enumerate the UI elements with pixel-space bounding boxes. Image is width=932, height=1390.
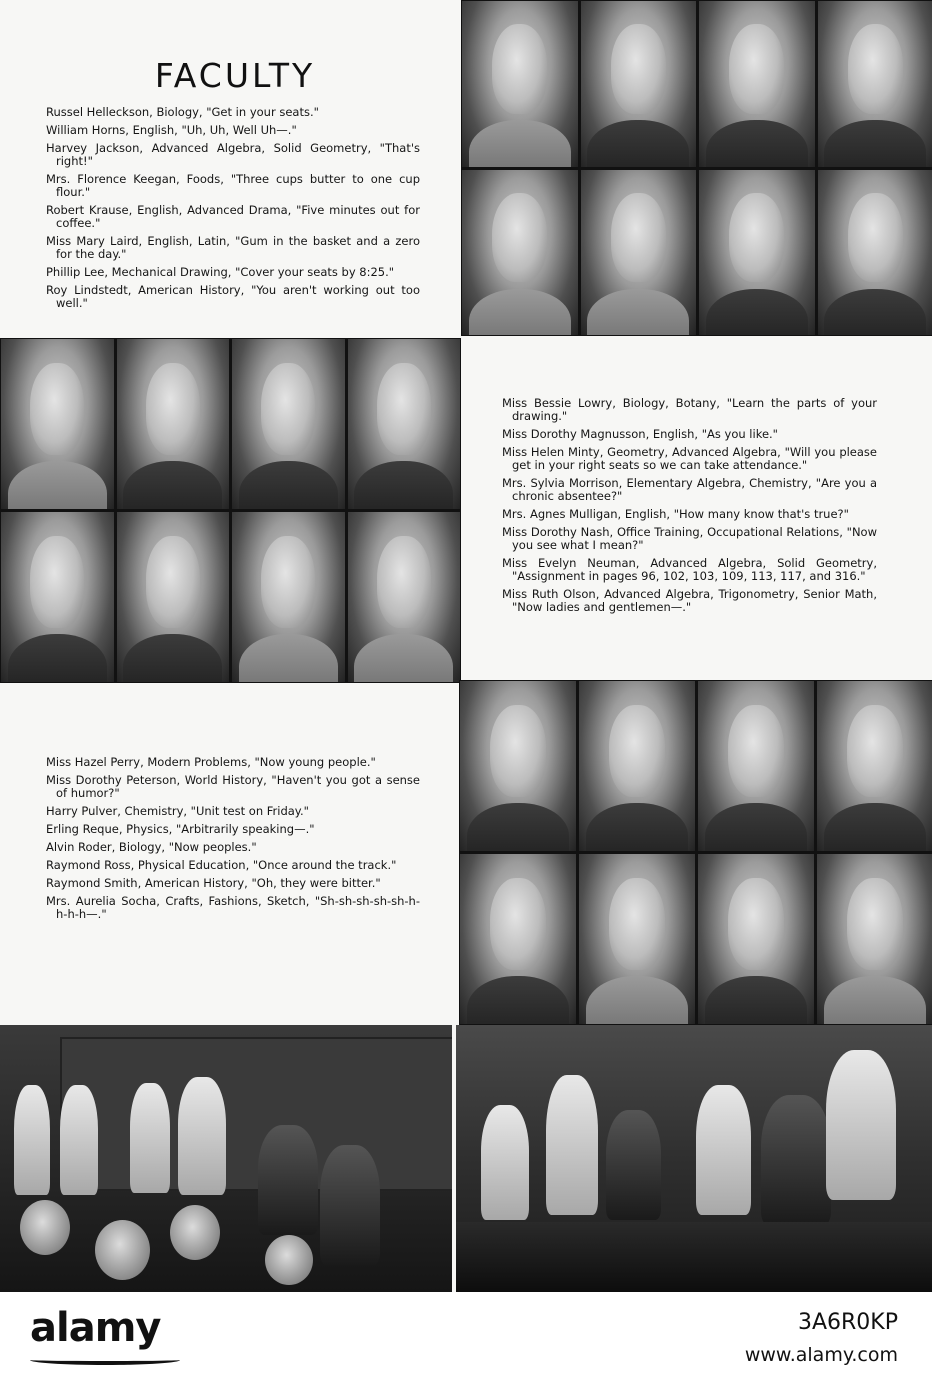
faculty-entry: Miss Bessie Lowry, Biology, Botany, "Learn the parts of your drawing." [502, 396, 877, 423]
faculty-list-2 [502, 397, 877, 619]
faculty-portrait [818, 170, 932, 336]
faculty-entry: Mrs. Sylvia Morrison, Elementary Algebra, Chemistry, "Are you a chronic absentee?" [502, 476, 877, 503]
faculty-portrait [818, 1, 932, 167]
student-figure [130, 1083, 170, 1193]
faculty-entry: Alvin Roder, Biology, "Now peoples." [46, 840, 257, 854]
faculty-portrait [1, 339, 114, 509]
faculty-list-1 [46, 106, 420, 315]
student-figure [60, 1085, 98, 1195]
student-figure [258, 1125, 318, 1235]
faculty-portrait [232, 512, 345, 682]
student-head [170, 1205, 220, 1260]
faculty-portrait [581, 170, 697, 336]
faculty-portrait [117, 512, 230, 682]
faculty-entry: Raymond Ross, Physical Education, "Once around the track." [46, 858, 397, 872]
faculty-portrait [698, 681, 814, 851]
faculty-portrait [698, 854, 814, 1024]
faculty-portrait [817, 854, 932, 1024]
faculty-entry: Raymond Smith, American History, "Oh, they were bitter." [46, 876, 381, 890]
lab-bench [456, 1222, 932, 1292]
blackboard [60, 1037, 452, 1191]
faculty-entry: Roy Lindstedt, American History, "You aren't working out too well." [46, 283, 420, 310]
faculty-entry: Harry Pulver, Chemistry, "Unit test on Friday." [46, 804, 309, 818]
faculty-portrait [817, 681, 932, 851]
faculty-portrait [579, 854, 695, 1024]
faculty-entry: Mrs. Aurelia Socha, Crafts, Fashions, Sketch, "Sh-sh-sh-sh-sh-h-h-h-h—." [46, 894, 420, 921]
faculty-entry: Mrs. Agnes Mulligan, English, "How many know that's true?" [502, 507, 849, 521]
faculty-portrait [699, 170, 815, 336]
faculty-portrait [232, 339, 345, 509]
faculty-entry: Miss Dorothy Peterson, World History, "Haven't you got a sense of humor?" [46, 773, 420, 800]
faculty-entry: Miss Dorothy Magnusson, English, "As you like." [502, 427, 778, 441]
watermark-swoosh [30, 1355, 180, 1365]
faculty-portrait [460, 854, 576, 1024]
student-head [95, 1220, 150, 1280]
faculty-entry: Robert Krause, English, Advanced Drama, "Five minutes out for coffee." [46, 203, 420, 230]
faculty-entry: Miss Evelyn Neuman, Advanced Algebra, Solid Geometry, "Assignment in pages 96, 102, 103, 109, 113, 117, and 316." [502, 556, 877, 583]
student-figure [178, 1077, 226, 1195]
faculty-entry: Miss Ruth Olson, Advanced Algebra, Trigonometry, Senior Math, "Now ladies and gentlemen—." [502, 587, 877, 614]
faculty-portrait [348, 512, 461, 682]
faculty-entry: Miss Helen Minty, Geometry, Advanced Algebra, "Will you please get in your right seats so we can take attendance." [502, 445, 877, 472]
faculty-portrait [348, 339, 461, 509]
faculty-portrait [699, 1, 815, 167]
student-figure [826, 1050, 896, 1200]
faculty-portrait [462, 1, 578, 167]
faculty-entry: Russel Helleckson, Biology, "Get in your seats." [46, 105, 319, 119]
classroom-photo [0, 1025, 452, 1292]
faculty-portrait [1, 512, 114, 682]
portrait-grid-lower-right [459, 680, 932, 1025]
watermark-logo: alamy [30, 1305, 161, 1351]
portrait-grid-top-right [461, 0, 932, 336]
faculty-entry: Phillip Lee, Mechanical Drawing, "Cover your seats by 8:25." [46, 265, 395, 279]
student-figure [14, 1085, 50, 1195]
faculty-portrait [460, 681, 576, 851]
student-head [265, 1235, 313, 1285]
faculty-entry: Mrs. Florence Keegan, Foods, "Three cups butter to one cup flour." [46, 172, 420, 199]
student-head [20, 1200, 70, 1255]
faculty-list-3 [46, 756, 420, 926]
image-id: 3A6R0KP [797, 1310, 898, 1335]
student-figure [606, 1110, 661, 1220]
student-figure [761, 1095, 831, 1225]
faculty-portrait [117, 339, 230, 509]
faculty-entry: Harvey Jackson, Advanced Algebra, Solid Geometry, "That's right!" [46, 141, 420, 168]
student-figure [696, 1085, 751, 1215]
student-figure [481, 1105, 529, 1220]
faculty-entry: Erling Reque, Physics, "Arbitrarily speaking—." [46, 822, 315, 836]
faculty-portrait [462, 170, 578, 336]
student-figure [546, 1075, 598, 1215]
faculty-entry: Miss Mary Laird, English, Latin, "Gum in the basket and a zero for the day." [46, 234, 420, 261]
page-title: FACULTY [154, 56, 316, 95]
portrait-grid-middle-left [0, 338, 461, 683]
faculty-entry: William Horns, English, "Uh, Uh, Well Uh—." [46, 123, 297, 137]
faculty-entry: Miss Dorothy Nash, Office Training, Occupational Relations, "Now you see what I mean?" [502, 525, 877, 552]
chemistry-lab-photo [456, 1025, 932, 1292]
site-url: www.alamy.com [744, 1344, 898, 1366]
faculty-portrait [579, 681, 695, 851]
faculty-entry: Miss Hazel Perry, Modern Problems, "Now young people." [46, 755, 376, 769]
student-figure [320, 1145, 380, 1265]
faculty-portrait [581, 1, 697, 167]
